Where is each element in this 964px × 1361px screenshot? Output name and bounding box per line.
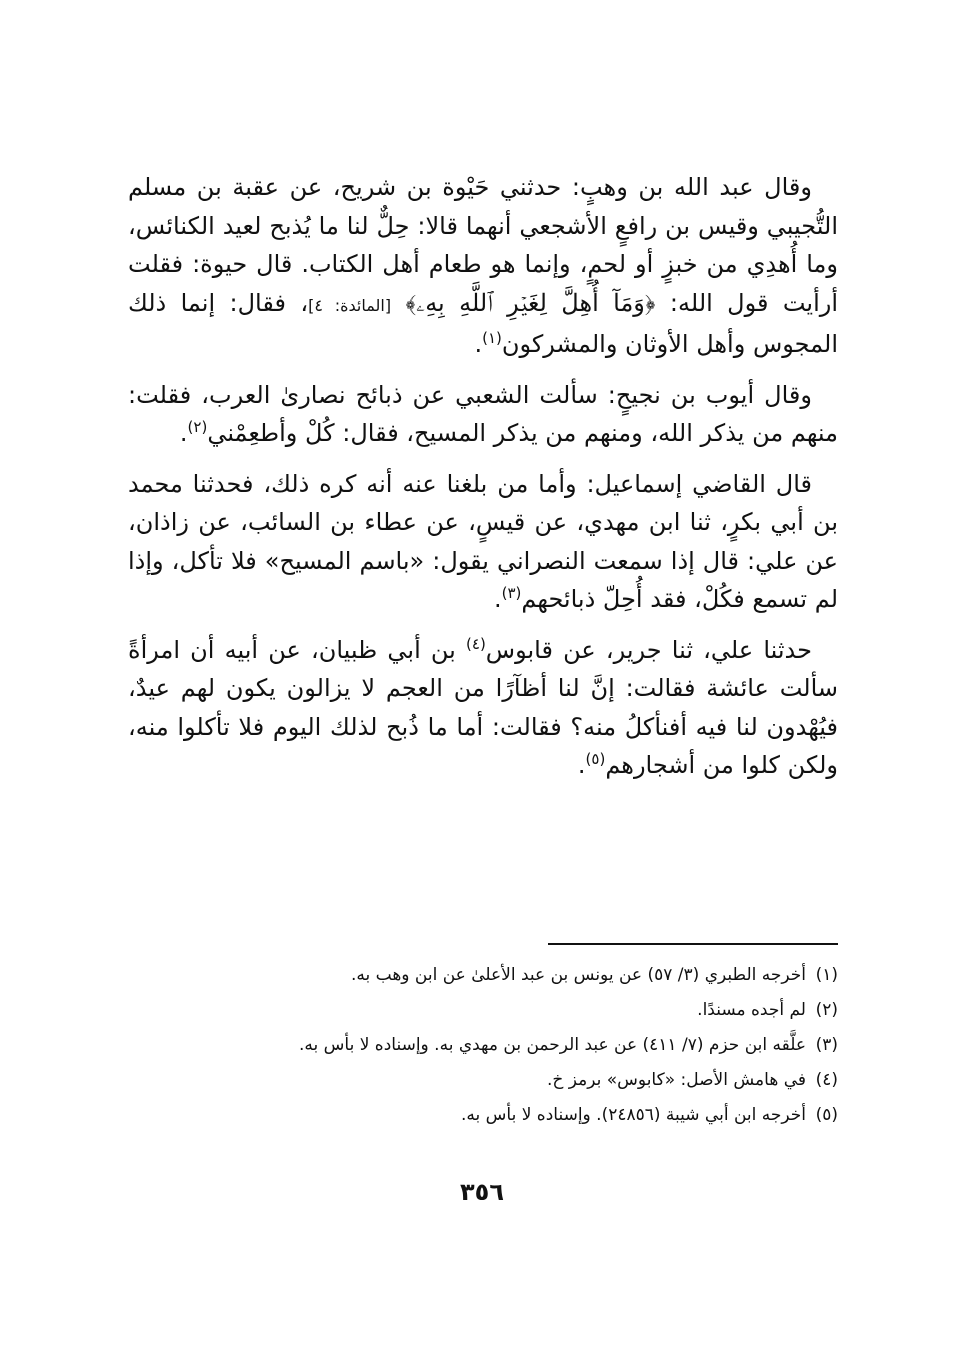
footnote-4 <box>128 1063 838 1098</box>
paragraph-2-end: . <box>179 419 188 447</box>
paragraph-4 <box>128 631 838 785</box>
footnote-text: لم أجده مسندًا. <box>697 1000 806 1020</box>
footnote-divider <box>548 943 838 945</box>
paragraph-4-continuation: بن أبي ظبيان، عن أبيه أن امرأةً سألت عائشة فقالت: إنَّ لنا أظآرًا من العجم لا يزالون يكون لهم عيدٌ، فيُهْدون لنا فيه أفنأكلُ منه؟ فقالت: أما ما ذُبح لذلك اليوم فلا تأكلوا منه، ولكن كلوا من أشجارهم <box>128 635 838 779</box>
footnote-number: (٢) <box>815 1000 838 1020</box>
footnote-number: (٤) <box>815 1070 838 1090</box>
footnote-number: (٣) <box>815 1035 838 1055</box>
footnote-number: (١) <box>815 965 838 985</box>
footnotes-list <box>128 958 838 1133</box>
footnote-3 <box>128 1028 838 1063</box>
footnote-marker-5: (٥) <box>585 750 606 768</box>
paragraph-1 <box>128 168 838 364</box>
paragraph-2 <box>128 376 838 453</box>
footnote-marker-2: (٢) <box>187 418 208 436</box>
paragraph-4-end: . <box>577 751 586 779</box>
verse-reference: [المائدة: ٤] <box>308 295 392 315</box>
paragraph-4-text: حدثنا علي، ثنا جرير، عن قابوس <box>485 635 812 664</box>
footnote-marker-4: (٤) <box>466 634 486 653</box>
paragraph-3 <box>128 465 838 619</box>
paragraph-3-text: قال القاضي إسماعيل: وأما من بلغنا عنه أنه كره ذلك، فحدثنا محمد بن أبي بكرٍ، ثنا ابن مهدي، عن قيسٍ، عن عطاء بن السائب، عن زاذان، عن علي: قال إذا سمعت النصراني يقول: «باسم المسيح» فلا تأكل، وإذا لم تسمع فكُلْ، فقد أُحِلّ ذبائحهم <box>128 469 838 613</box>
footnote-text: أخرجه ابن أبي شيبة (٢٤٨٥٦). وإسناده لا بأس به. <box>460 1105 806 1125</box>
paragraph-3-end: . <box>493 585 502 613</box>
paragraph-2-text: وقال أيوب بن نجيحٍ: سألت الشعبي عن ذبائح نصارىٰ العرب، فقلت: منهم من يذكر الله، ومنهم من يذكر المسيح، فقال: كُلْ وأطعِمْني <box>128 380 838 447</box>
footnote-marker-1: (١) <box>482 329 502 347</box>
footnote-5 <box>128 1098 838 1133</box>
quran-verse: ﴿وَمَآ أُهِلَّ لِغَيۡرِ ٱللَّهِ بِهِۦ﴾ <box>405 288 656 317</box>
footnote-2 <box>128 993 838 1028</box>
paragraph-1-text: وقال عبد الله بن وهبٍ: حدثني حَيْوة بن شريح، عن عقبة بن مسلم التُّجيبي وقيس بن رافعٍ الأشجعي أنهما قالا: حِلٌّ لنا ما يُذبح لعيد الكنائس، وما أُهدِي من خبزٍ أو لحمٍ، وإنما هو طعام أهل الكتاب. قال حيوة: فقلت أرأيت قول الله: <box>128 173 839 317</box>
footnote-text: في هامش الأصل: «كابوس» برمز خ. <box>546 1070 806 1090</box>
main-text <box>128 168 838 797</box>
paragraph-1-continuation: ، فقال: إنما ذلك المجوس وأهل الأوثان والمشركون <box>128 288 838 358</box>
footnote-1 <box>128 958 838 993</box>
paragraph-1-end: . <box>474 330 483 358</box>
footnote-text: علَّقه ابن حزم (٧/ ٤١١) عن عبد الرحمن بن مهدي به. وإسناده لا بأس به. <box>298 1035 806 1055</box>
footnote-marker-3: (٣) <box>501 584 522 602</box>
page-number: ٣٥٦ <box>460 1178 504 1206</box>
footnote-number: (٥) <box>815 1105 838 1125</box>
footnote-text: أخرجه الطبري (٣/ ٥٧) عن يونس بن عبد الأعلىٰ عن ابن وهب به. <box>351 965 806 985</box>
